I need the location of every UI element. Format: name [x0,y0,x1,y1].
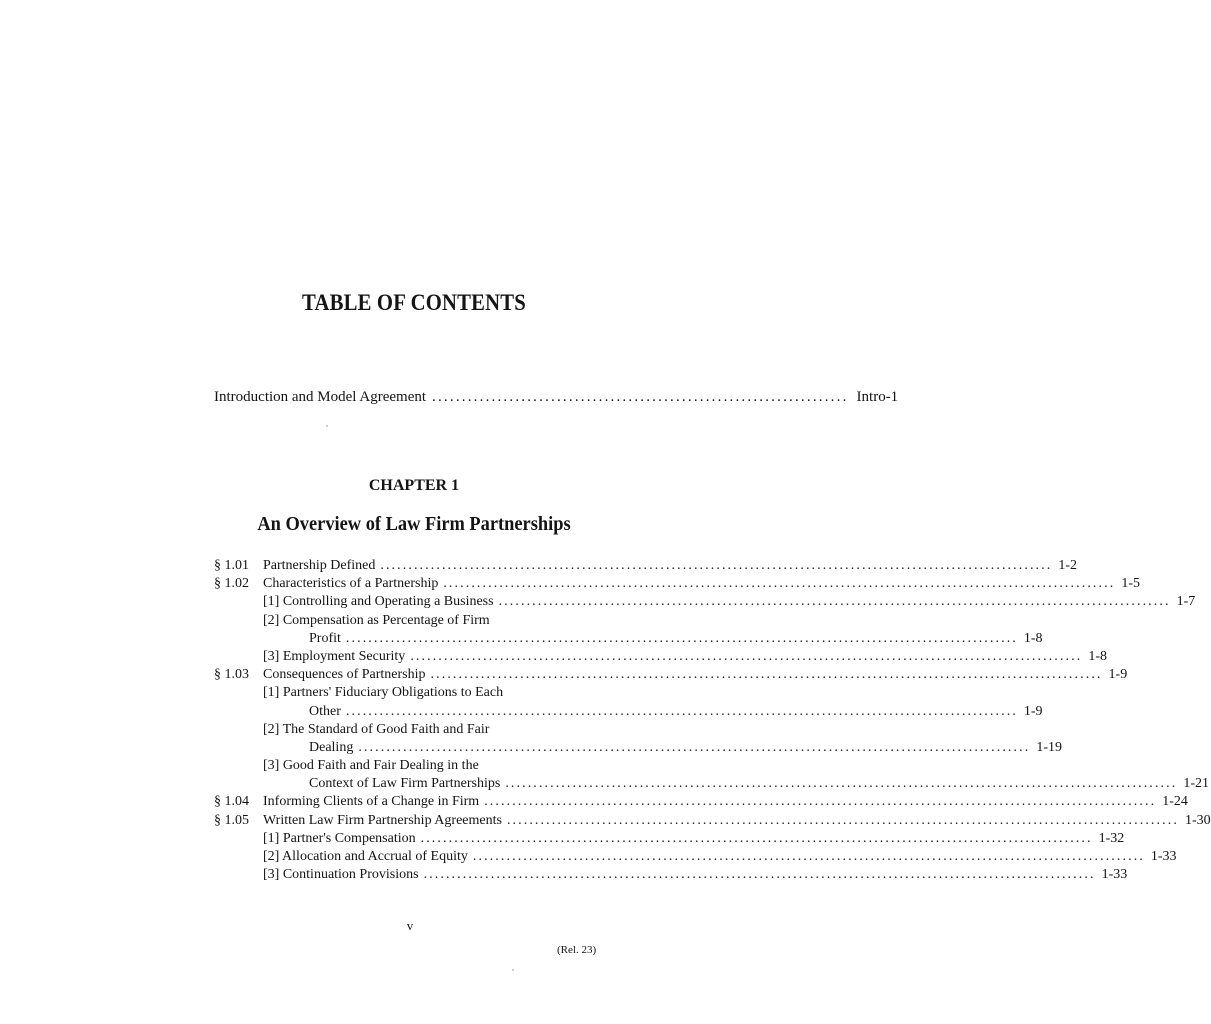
page-number: 1-9 [1108,667,1128,683]
toc-entry [214,593,1196,611]
entry-text: Characteristics of a Partnership [263,576,439,592]
toc-entry [214,630,1043,648]
toc-entry [214,739,1062,757]
entry-body [263,757,614,775]
dot-leader: ........................................................................................................................ [420,830,1093,846]
entry-text: Partnership Defined [263,558,376,573]
entry-body [263,575,1140,593]
page-number: 1-21 [1183,776,1209,792]
dot-leader: ........................................................................................................................ [430,667,1103,683]
entry-body [263,793,1188,811]
toc-entry [214,757,614,775]
page-number: 1-24 [1162,794,1188,810]
entry-body [263,557,1078,575]
entry-body [263,830,1125,848]
toc-entry [214,612,614,630]
dot-leader: ........................................................................................................................ [358,739,1031,755]
chapter-title: An Overview of Law Firm Partnerships [257,513,571,535]
entry-text: [1] Controlling and Operating a Business [263,594,494,610]
section-number: § 1.01 [214,558,249,573]
entry-text: [2] The Standard of Good Faith and Fair [263,721,490,737]
entry-text: [1] Partners' Fiduciary Obligations to Each [263,685,504,701]
page-number: 1-7 [1176,594,1196,610]
dot-leader: ........................................................................................................................ [472,849,1145,864]
entry-text: [2] Compensation as Percentage of Firm [263,612,490,628]
entry-text: [3] Continuation Provisions [263,867,419,883]
dot-leader: ........................................................................................................................ [506,812,1179,828]
toc-entry [214,703,1043,721]
page-number: 1-32 [1098,830,1125,846]
page-folio: v [406,918,414,933]
page-number: 1-33 [1150,849,1177,864]
entry-text: Informing Clients of a Change in Firm [263,794,480,810]
entry-text: Profit [309,630,341,646]
scan-speck [326,425,328,427]
entry-body [309,739,1062,757]
toc-list [214,557,1211,884]
toc-entry [214,721,614,739]
page-title: TABLE OF CONTENTS [302,290,526,315]
chapter-label: CHAPTER 1 [368,477,460,494]
dot-leader: ........................................................................................................................ [505,776,1178,792]
dot-leader: ........................................................................................................................ [345,703,1018,719]
page-number: 1-5 [1121,576,1140,592]
dot-leader: ........................................................................................................................ [443,576,1116,592]
dot-leader: ........................................................................................................................ [423,867,1096,883]
entry-body [263,684,614,702]
dot-leader: ........................................................................................................................ [498,594,1171,610]
entry-text: Dealing [309,739,354,755]
entry-text: Other [309,703,341,719]
page-number: 1-19 [1036,739,1062,755]
entry-body [263,612,614,630]
toc-entry [214,866,1128,884]
entry-body [263,866,1128,884]
entry-body [309,775,1209,793]
dot-leader: ........................................................................................................................ [410,648,1083,664]
toc-entry [214,684,614,702]
page-number: 1-30 [1184,812,1211,828]
entry-text: Written Law Firm Partnership Agreements [263,812,502,828]
toc-entry [214,648,1107,666]
page-number: 1-8 [1023,630,1043,646]
entry-body [309,703,1043,721]
dot-leader: ........................................................................................................................ [484,794,1157,810]
entry-text: [3] Good Faith and Fair Dealing in the [263,758,479,774]
entry-body [263,666,1128,684]
toc-entry [214,775,1209,793]
toc-entry [214,848,1177,866]
toc-entry [214,557,1078,575]
page-number: 1-8 [1088,648,1107,664]
toc-entry [214,793,1188,811]
page-number: 1-2 [1058,558,1078,573]
entry-body [263,593,1196,611]
section-number: § 1.03 [214,667,249,683]
dot-leader: ...................................................................... [432,389,849,405]
entry-text: Context of Law Firm Partnerships [309,776,501,792]
entry-body [263,848,1177,866]
page-number: 1-9 [1023,703,1043,719]
entry-body [309,630,1043,648]
toc-entry [214,575,1140,593]
toc-entry [214,812,1211,830]
entry-body [263,648,1107,666]
entry-text: [1] Partner's Compensation [263,830,416,846]
toc-entry-introduction [214,389,899,406]
section-number: § 1.05 [214,812,249,828]
entry-body [263,812,1211,830]
entry-text: [2] Allocation and Accrual of Equity [263,849,468,864]
entry-text: Introduction and Model Agreement [214,389,427,405]
entry-body [263,721,614,739]
page-number: Intro-1 [856,389,899,405]
dot-leader: ........................................................................................................................ [345,630,1018,646]
dot-leader: ........................................................................................................................ [380,558,1053,573]
entry-text: [3] Employment Security [263,648,406,664]
section-number: § 1.02 [214,576,249,592]
entry-text: Consequences of Partnership [263,667,426,683]
section-number: § 1.04 [214,794,249,810]
scan-speck [512,969,514,971]
release-note: (Rel. 23) [557,944,597,956]
toc-entry [214,666,1128,684]
page-number: 1-33 [1101,867,1128,883]
toc-entry [214,830,1125,848]
